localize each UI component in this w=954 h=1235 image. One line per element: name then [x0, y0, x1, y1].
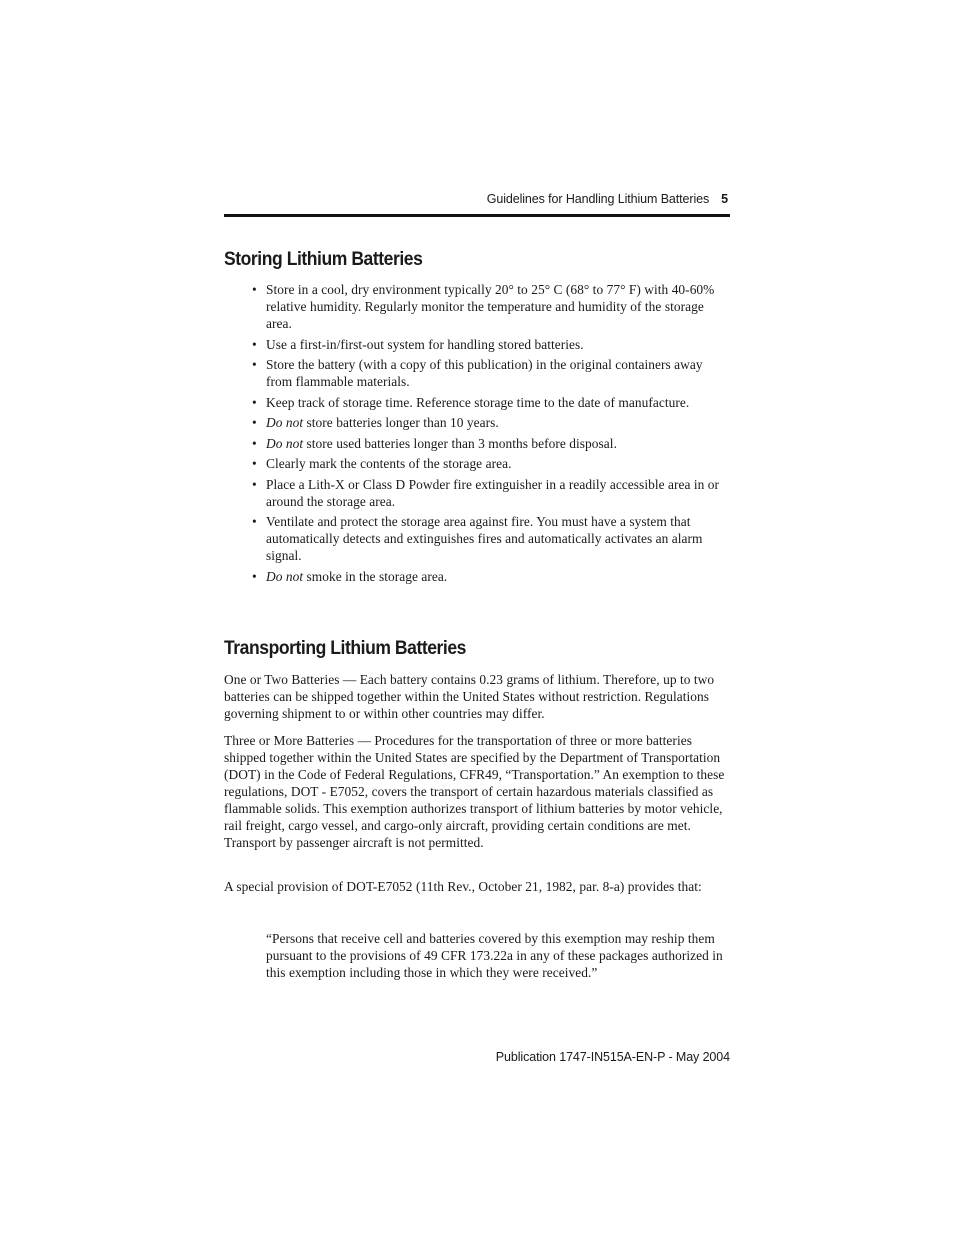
list-item — [252, 513, 730, 564]
emphasis-text: Do not — [266, 568, 304, 584]
list-item — [252, 476, 730, 510]
list-item-text: Store in a cool, dry environment typically 20° to 25° C (68° to 77° F) with 40-60% relative humidity. Regularly monitor the temperature and humidity of the storage area. — [266, 282, 715, 331]
storing-bullet-list — [252, 281, 730, 588]
paragraph-special-provision: A special provision of DOT-E7052 (11th Rev., October 21, 1982, par. 8-a) provides that: — [224, 879, 702, 894]
list-item — [252, 568, 730, 585]
bullet-icon: • — [252, 476, 257, 492]
list-item-text: Store the battery (with a copy of this publication) in the original containers away from flammable materials. — [266, 357, 703, 389]
list-item-text: Keep track of storage time. Reference storage time to the date of manufacture. — [266, 394, 690, 410]
emphasis-text: Do not — [266, 415, 304, 430]
bullet-icon: • — [252, 282, 257, 297]
list-item-text: store batteries longer than 10 years. — [303, 415, 499, 430]
list-item — [252, 394, 730, 411]
paragraph-three-or-more-batteries: Three or More Batteries — Procedures for the transportation of three or more batteries shipped together within the United States are specified by the Department of Transportation (DOT) in the Code of Federal Regulations, CFR49, “Transportation.” An exemption to these regulations, DOT - E7052, covers the transport of certain hazardous materials classified as flammable solids. This exemption authorizes transport of lithium batteries by motor vehicle, rail freight, cargo vessel, and cargo-only aircraft, providing certain conditions are met. Transport by passenger aircraft is not permitted. — [224, 733, 725, 850]
list-item — [252, 414, 730, 431]
list-item — [252, 435, 730, 452]
bullet-icon: • — [252, 456, 257, 471]
block-quote: “Persons that receive cell and batteries covered by this exemption may reship them pursuant to the provisions of 49 CFR 173.22a in any of these packages authorized in this exemption including those in which they were received.” — [266, 931, 723, 980]
running-title: Guidelines for Handling Lithium Batteries — [486, 192, 710, 206]
list-item — [252, 281, 730, 332]
list-item-text: Ventilate and protect the storage area against fire. You must have a system that automatically detects and extinguishes fires and automatically activates an alarm signal. — [266, 514, 703, 563]
bullet-icon: • — [252, 357, 257, 372]
emphasis-text: Do not — [266, 435, 304, 451]
list-item-text: store used batteries longer than 3 months before disposal. — [303, 435, 617, 451]
footer-publication: Publication 1747-IN515A-EN-P - May 2004 — [495, 1050, 730, 1064]
bullet-icon: • — [252, 514, 257, 529]
header-rule — [224, 214, 730, 217]
bullet-icon: • — [252, 435, 257, 451]
bullet-icon: • — [252, 336, 257, 352]
list-item — [252, 336, 730, 353]
list-item-text: Place a Lith-X or Class D Powder fire extinguisher in a readily accessible area in or around the storage area. — [266, 476, 720, 509]
list-item-text: smoke in the storage area. — [303, 568, 448, 584]
list-item — [252, 455, 730, 472]
section-heading-transporting: Transporting Lithium Batteries — [224, 637, 466, 659]
section-heading-storing: Storing Lithium Batteries — [224, 248, 423, 270]
bullet-icon: • — [252, 394, 257, 410]
running-header — [224, 190, 730, 208]
paragraph-one-or-two-batteries: One or Two Batteries — Each battery contains 0.23 grams of lithium. Therefore, up to two batteries can be shipped together within the United States without restriction. Regulations governing shipment to or within other countries may differ. — [224, 672, 715, 721]
page-number: 5 — [721, 192, 728, 206]
list-item — [252, 356, 730, 390]
bullet-icon: • — [252, 568, 257, 584]
list-item-text: Use a first-in/first-out system for handling stored batteries. — [266, 336, 584, 352]
list-item-text: Clearly mark the contents of the storage area. — [266, 456, 512, 471]
bullet-icon: • — [252, 415, 257, 430]
